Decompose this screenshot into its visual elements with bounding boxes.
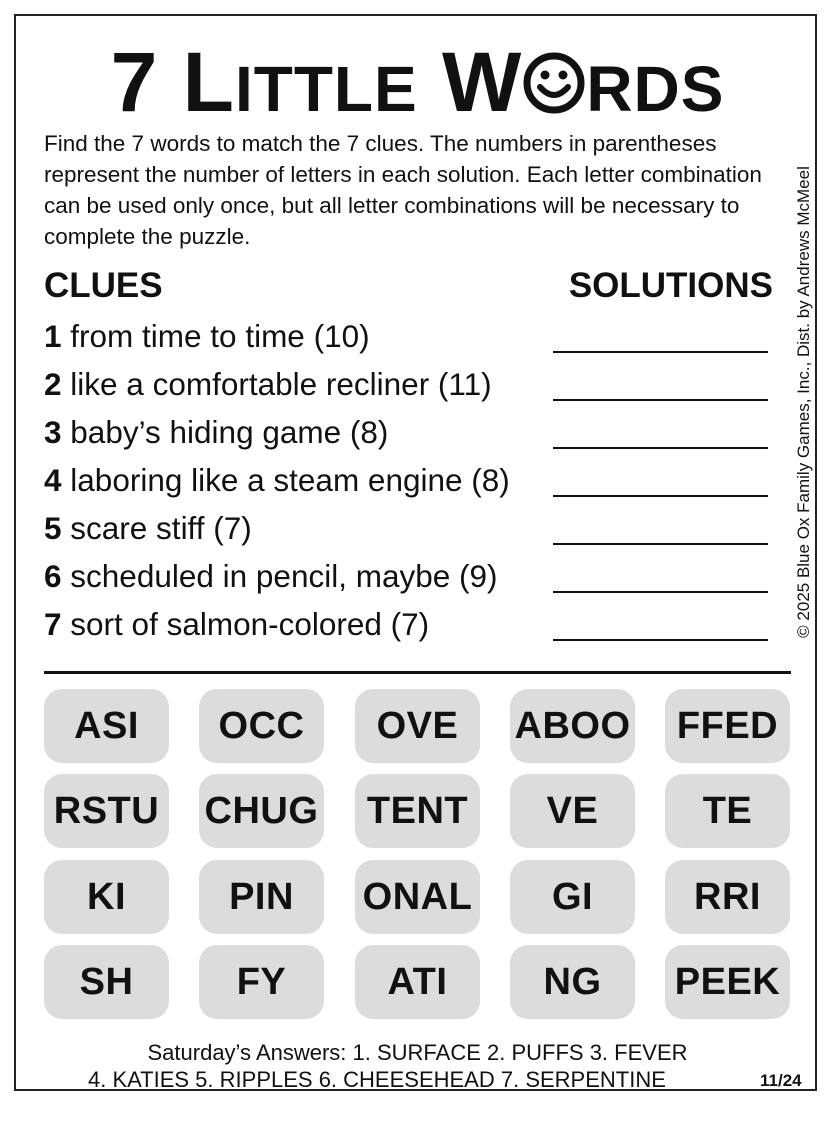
solution-blank-5[interactable]: [553, 543, 768, 545]
clue-3: 3 baby’s hiding game (8): [44, 414, 389, 450]
letter-tile[interactable]: OVE: [355, 689, 480, 763]
solutions-heading: SOLUTIONS: [568, 266, 773, 305]
previous-answers-line-2: 4. KATIES 5. RIPPLES 6. CHEESEHEAD 7. SERPENTINE: [88, 1067, 666, 1092]
solution-blank-7[interactable]: [553, 639, 768, 641]
letter-tile[interactable]: GI: [510, 860, 635, 934]
puzzle-date: 11/24: [760, 1071, 802, 1090]
clue-7: 7 sort of salmon-colored (7): [44, 606, 430, 642]
letter-tile[interactable]: ABOO: [510, 689, 635, 763]
letter-tile[interactable]: TENT: [355, 774, 480, 848]
clue-1: 1 from time to time (10): [44, 318, 370, 354]
letter-tile[interactable]: FY: [199, 945, 324, 1019]
letter-tile[interactable]: OCC: [199, 689, 324, 763]
letter-tile[interactable]: ONAL: [355, 860, 480, 934]
letter-tile[interactable]: NG: [510, 945, 635, 1019]
divider: [44, 671, 791, 674]
solution-blank-6[interactable]: [553, 591, 768, 593]
solution-blank-3[interactable]: [553, 447, 768, 449]
letter-tile[interactable]: RRI: [665, 860, 790, 934]
letter-tile[interactable]: ASI: [44, 689, 169, 763]
solution-blank-4[interactable]: [553, 495, 768, 497]
letter-tile[interactable]: RSTU: [44, 774, 169, 848]
solution-blank-2[interactable]: [553, 399, 768, 401]
clues-heading: CLUES: [44, 266, 163, 305]
instructions: Find the 7 words to match the 7 clues. The numbers in parentheses represent the number of letters in each solution. Each letter combination can be used only once, but all letter combinations will be necessary to complete the puzzle.: [44, 131, 762, 249]
solution-blank-1[interactable]: [553, 351, 768, 353]
letter-tile[interactable]: SH: [44, 945, 169, 1019]
previous-answers-line-1: Saturday’s Answers: 1. SURFACE 2. PUFFS 3. FEVER: [147, 1040, 688, 1065]
smiley-face-icon: [522, 51, 586, 115]
letter-tile[interactable]: PIN: [199, 860, 324, 934]
letter-tile[interactable]: PEEK: [665, 945, 790, 1019]
letter-tile[interactable]: TE: [665, 774, 790, 848]
copyright-credit: © 2025 Blue Ox Family Games, Inc., Dist. by Andrews McMeel: [794, 166, 813, 638]
letter-tile[interactable]: ATI: [355, 945, 480, 1019]
letter-tile[interactable]: VE: [510, 774, 635, 848]
puzzle-title: 7 LITTLE W RDS: [110, 35, 725, 129]
clue-2: 2 like a comfortable recliner (11): [44, 366, 492, 402]
clue-6: 6 scheduled in pencil, maybe (9): [44, 558, 498, 594]
letter-tile[interactable]: CHUG: [199, 774, 324, 848]
letter-tile[interactable]: FFED: [665, 689, 790, 763]
clue-4: 4 laboring like a steam engine (8): [44, 462, 510, 498]
clue-5: 5 scare stiff (7): [44, 510, 252, 546]
letter-tile[interactable]: KI: [44, 860, 169, 934]
